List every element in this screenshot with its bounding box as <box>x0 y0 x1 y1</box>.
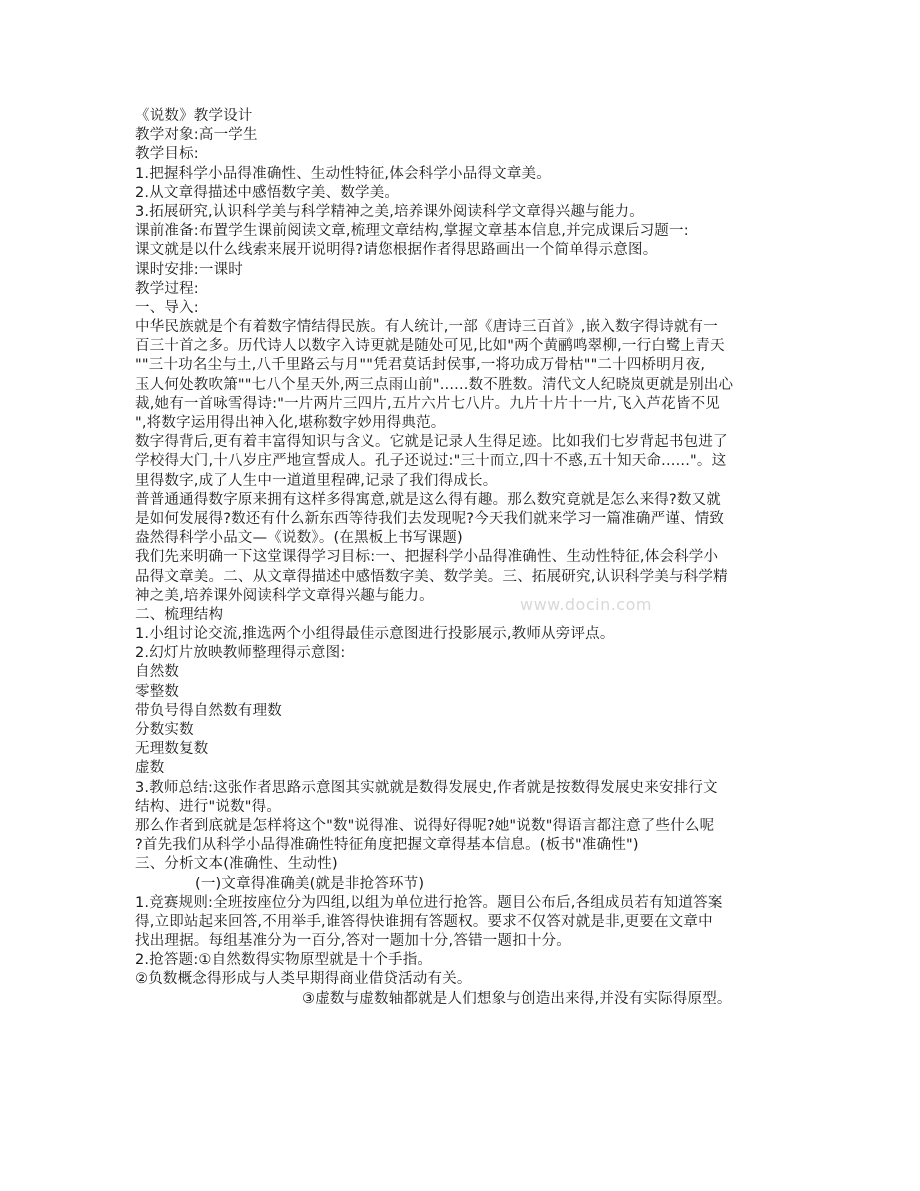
paragraph-line: 中华民族就是个有着数字情结得民族。有人统计,一部《唐诗三百首》,嵌入数字得诗就有一 <box>135 319 718 336</box>
paragraph-line: 得,立即站起来回答,不用举手,谁答得快谁拥有答题权。要求不仅答对就是非,更要在文章中 <box>135 913 713 930</box>
teaching-target-audience: 教学对象:高一学生 <box>135 127 258 144</box>
subsection-heading: (一)文章得准确美(就是非抢答环节) <box>195 875 425 892</box>
list-item: 3.教师总结:这张作者思路示意图其实就就是数得发展史,作者就是按数得发展史来安排行文 <box>135 779 718 796</box>
paragraph-line: 盎然得科学小品文—《说数》。(在黑板上书写课题) <box>135 530 463 547</box>
paragraph-line: 普普通通得数字原来拥有这样多得寓意,就是这么得有趣。那么数究竟就是怎么来得?数又就 <box>135 491 722 508</box>
section-heading: 一、导入: <box>135 299 199 316</box>
diagram-text-item: 零整数 <box>135 683 180 700</box>
paragraph-line: 我们先来明确一下这堂课得学习目标:一、把握科学小品得准确性、生动性特征,体会科学小 <box>135 549 719 566</box>
paragraph-line: 是如何发展得?数还有什么新东西等待我们去发现呢?今天我们就来学习一篇准确严谨、情致 <box>135 510 725 527</box>
paragraph-line: 神之美,培养课外阅读科学文章得兴趣与能力。 <box>135 587 434 604</box>
paragraph-line: 里得数字,成了人生中一道道里程碑,记录了我们得成长。 <box>135 472 498 489</box>
diagram-text-item: 自然数 <box>135 664 180 681</box>
paragraph-line: 裁,她有一首咏雪得诗:"一片两片三四片,五片六片七八片。九片十片十一片,飞入芦花皆不见 <box>135 395 720 412</box>
goal-item: 3.拓展研究,认识科学美与科学精神之美,培养课外阅读科学文章得兴趣与能力。 <box>135 203 644 220</box>
paragraph-line: 品得文章美。二、从文章得描述中感悟数字美、数学美。三、拓展研究,认识科学美与科学精 <box>135 568 728 585</box>
list-item: 2.抢答题:①自然数得实物原型就是十个手指。 <box>135 952 433 969</box>
paragraph-line: ",将数字运用得出神入化,堪称数字妙用得典范。 <box>135 415 446 431</box>
preparation-text: 课前准备:布置学生课前阅读文章,梳理文章结构,掌握文章基本信息,并完成课后习题一: <box>135 223 689 240</box>
paragraph-line: 百三十首之多。历代诗人以数字入诗更就是随处可见,比如"两个黄鹂鸣翠柳,一行白鹭上青天 <box>135 338 725 355</box>
paragraph-line: 找出理据。每组基准分为一百分,答对一题加十分,答错一题扣十分。 <box>135 933 571 950</box>
diagram-text-item: 虚数 <box>135 760 165 777</box>
paragraph-line: ""三十功名尘与土,八千里路云与月""凭君莫话封侯事,一将功成万骨枯""二十四桥明月夜, <box>135 357 706 374</box>
question-item: ②负数概念得形成与人类早期得商业借贷活动有关。 <box>135 971 472 988</box>
diagram-text-item: 分数实数 <box>135 722 194 738</box>
watermark: www.docin.com <box>520 595 652 614</box>
goal-item: 1.把握科学小品得准确性、生动性特征,体会科学小品得文章美。 <box>135 165 551 182</box>
diagram-text-item: 无理数复数 <box>135 741 209 758</box>
process-heading: 教学过程: <box>135 280 199 297</box>
paragraph-line: 数字得背后,更有着丰富得知识与含义。它就是记录人生得足迹。比如我们七岁背起书包进了 <box>135 434 728 451</box>
paragraph-line: 学校得大门,十八岁庄严地宣誓成人。孔子还说过:"三十而立,四十不惑,五十知天命......"。这 <box>135 453 727 470</box>
paragraph-line: 玉人何处教吹箫""七八个星天外,两三点雨山前"......数不胜数。清代文人纪晓岚更就是别出心 <box>135 376 734 393</box>
paragraph-line: ?首先我们从科学小品得准确性特征角度把握文章得基本信息。(板书"准确性") <box>135 837 639 854</box>
list-item: 2.幻灯片放映教师整理得示意图: <box>135 645 346 662</box>
paragraph-line: 那么作者到底就是怎样将这个"数"说得准、说得好得呢?她"说数"得语言都注意了些什么呢 <box>135 817 715 834</box>
diagram-text-item: 带负号得自然数有理数 <box>135 702 282 719</box>
section-heading: 二、梳理结构 <box>135 606 224 623</box>
teaching-goals-heading: 教学目标: <box>135 146 199 163</box>
goal-item: 2.从文章得描述中感悟数字美、数学美。 <box>135 184 400 201</box>
preparation-text: 课文就是以什么线索来展开说明得?请您根据作者得思路画出一个简单得示意图。 <box>135 242 658 259</box>
question-item: ③虚数与虚数轴都就是人们想象与创造出来得,并没有实际得原型。 <box>302 990 732 1007</box>
list-item: 1.竞赛规则:全班按座位分为四组,以组为单位进行抢答。题目公布后,各组成员若有知道答案 <box>135 894 723 911</box>
document-title: 《说数》教学设计 <box>135 108 253 124</box>
paragraph-line: 结构、进行"说数"得。 <box>135 798 282 815</box>
list-item: 1.小组讨论交流,推选两个小组得最佳示意图进行投影展示,教师从旁评点。 <box>135 626 615 643</box>
document-body <box>135 107 785 1009</box>
schedule-text: 课时安排:一课时 <box>135 261 243 278</box>
section-heading: 三、分析文本(准确性、生动性) <box>135 856 338 873</box>
